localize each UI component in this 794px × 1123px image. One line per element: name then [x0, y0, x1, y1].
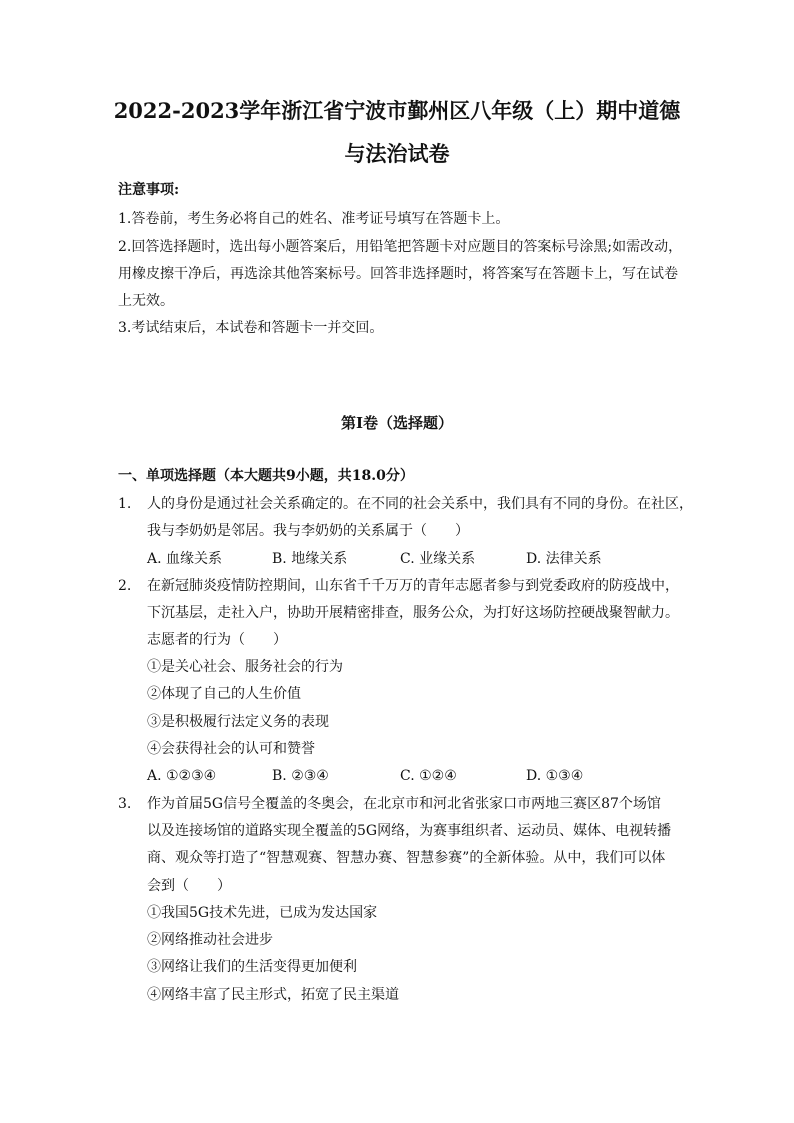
option-c: C. 业缘关系 — [400, 551, 476, 567]
part-title: 一、单项选择题（本大题共9小题，共18.0分） — [118, 468, 414, 484]
question-number: 2. — [118, 578, 132, 594]
question-text: 我与李奶奶是邻居。我与李奶奶的关系属于（ ） — [147, 523, 469, 539]
question-text: 作为首届5G信号全覆盖的冬奥会，在北京市和河北省张家口市两地三赛区87个场馆 — [147, 796, 661, 812]
notice-line: 3.考试结束后，本试卷和答题卡一并交回。 — [118, 320, 384, 336]
option-a: A. 血缘关系 — [147, 551, 223, 567]
question-text: 在新冠肺炎疫情防控期间，山东省千千万万的青年志愿者参与到党委政府的防疫战中， — [147, 578, 679, 594]
question-text: 下沉基层，走社入户，协助开展精密排查，服务公众，为打好这场防控硬战聚智献力。 — [147, 605, 679, 621]
notice-heading: 注意事项: — [118, 182, 180, 198]
question-text: 商、观众等打造了“智慧观赛、智慧办赛、智慧参赛”的全新体验。从中，我们可以体 — [147, 850, 666, 866]
exam-title-line-2: 与法治试卷 — [344, 141, 450, 166]
option-b: B. ②③④ — [272, 768, 329, 784]
statement-item: ③是积极履行法定义务的表现 — [147, 714, 329, 730]
exam-title-line-1: 2022-2023学年浙江省宁波市鄞州区八年级（上）期中道德 — [113, 98, 681, 123]
statement-item: ②体现了自己的人生价值 — [147, 686, 301, 702]
question-text: 人的身份是通过社会关系确定的。在不同的社会关系中，我们具有不同的身份。在社区， — [147, 496, 693, 512]
question-number: 1. — [118, 496, 132, 512]
question-text: 以及连接场馆的道路实现全覆盖的5G网络，为赛事组织者、运动员、媒体、电视转播 — [147, 823, 672, 839]
question-text: 会到（ ） — [147, 878, 231, 894]
notice-line: 上无效。 — [118, 293, 174, 309]
statement-item: ②网络推动社会进步 — [147, 932, 273, 948]
section-title: 第I卷（选择题） — [340, 414, 454, 432]
statement-item: ③网络让我们的生活变得更加便利 — [147, 959, 357, 975]
option-b: B. 地缘关系 — [272, 551, 348, 567]
statement-item: ①是关心社会、服务社会的行为 — [147, 659, 343, 675]
option-d: D. 法律关系 — [526, 551, 602, 567]
statement-item: ④会获得社会的认可和赞誉 — [147, 741, 315, 757]
notice-line: 1.答卷前，考生务必将自己的姓名、准考证号填写在答题卡上。 — [118, 211, 510, 227]
question-number: 3. — [118, 796, 132, 812]
statement-item: ④网络丰富了民主形式，拓宽了民主渠道 — [147, 987, 399, 1003]
option-a: A. ①②③④ — [147, 768, 217, 784]
question-text: 志愿者的行为（ ） — [147, 632, 287, 648]
statement-item: ①我国5G技术先进，已成为发达国家 — [147, 905, 378, 921]
notice-line: 用橡皮擦干净后，再选涂其他答案标号。回答非选择题时，将答案写在答题卡上，写在试卷 — [118, 266, 678, 282]
option-d: D. ①③④ — [526, 768, 584, 784]
notice-line: 2.回答选择题时，选出每小题答案后，用铅笔把答题卡对应题目的答案标号涂黑;如需改动， — [118, 239, 683, 255]
option-c: C. ①②④ — [400, 768, 457, 784]
